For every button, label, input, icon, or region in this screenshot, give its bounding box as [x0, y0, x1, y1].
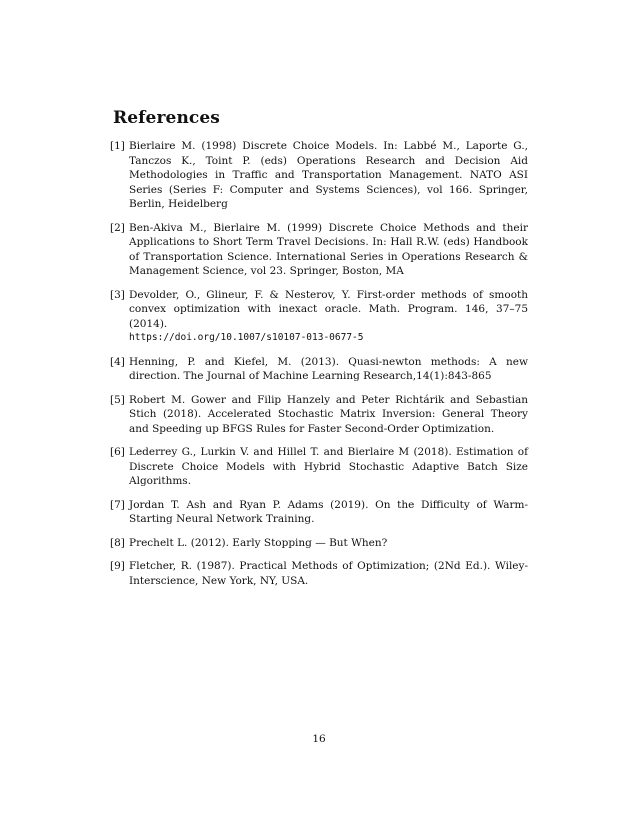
reference-number: [7]	[110, 498, 125, 511]
reference-item	[110, 498, 528, 527]
reference-list	[110, 139, 528, 597]
reference-item	[110, 288, 528, 346]
reference-text: Henning, P. and Kiefel, M. (2013). Quasi-newton methods: A new direction. The Journal of Machine Learning Research,14(1):843-865	[129, 355, 528, 382]
reference-item	[110, 221, 528, 279]
reference-number: [9]	[110, 560, 125, 572]
reference-number: [2]	[110, 221, 125, 234]
reference-item	[110, 393, 528, 437]
reference-item	[110, 559, 528, 588]
reference-number: [1]	[110, 140, 125, 152]
reference-text: Lederrey G., Lurkin V. and Hillel T. and Bierlaire M (2018). Estimation of Discrete Choice Models with Hybrid Stochastic Adaptive Batch Size Algorithms.	[129, 446, 528, 487]
doi-link[interactable]: https://doi.org/10.1007/s10107-013-0677-5	[129, 332, 364, 343]
page-number: 16	[312, 733, 326, 745]
reference-text: Devolder, O., Glineur, F. & Nesterov, Y. First-order methods of smooth convex optimization with inexact oracle. Math. Program. 146, 37–75 (2014).	[129, 288, 528, 330]
reference-text: Robert M. Gower and Filip Hanzely and Peter Richtárik and Sebastian Stich (2018). Accelerated Stochastic Matrix Inversion: General Theory and Speeding up BFGS Rules for Faster Second-Order Optimization.	[129, 393, 528, 435]
reference-text: Bierlaire M. (1998) Discrete Choice Models. In: Labbé M., Laporte G., Tanczos K., Toint P. (eds) Operations Research and Decision Aid Methodologies in Traffic and Transportation Management. NATO ASI Series (Series F: Computer and Systems Sciences), vol 166. Springer, Berlin, Heidelberg	[129, 140, 528, 210]
reference-text: Fletcher, R. (1987). Practical Methods of Optimization; (2Nd Ed.). Wiley-Interscience, New York, NY, USA.	[129, 560, 528, 587]
reference-number: [8]	[110, 536, 125, 549]
reference-text: Jordan T. Ash and Ryan P. Adams (2019). On the Difficulty of Warm-Starting Neural Network Training.	[129, 498, 528, 525]
reference-item	[110, 445, 528, 489]
reference-number: [6]	[110, 446, 125, 458]
reference-text: Ben-Akiva M., Bierlaire M. (1999) Discrete Choice Methods and their Applications to Short Term Travel Decisions. In: Hall R.W. (eds) Handbook of Transportation Science. International Series in Operations Research & Management Science, vol 23. Springer, Boston, MA	[129, 221, 528, 277]
reference-item	[110, 139, 528, 212]
reference-number: [4]	[110, 355, 125, 368]
reference-text: Prechelt L. (2012). Early Stopping — But When?	[129, 536, 388, 549]
reference-number: [5]	[110, 393, 125, 406]
reference-number: [3]	[110, 288, 125, 301]
references-heading: References	[113, 108, 220, 128]
reference-item	[110, 536, 528, 551]
reference-item	[110, 355, 528, 384]
